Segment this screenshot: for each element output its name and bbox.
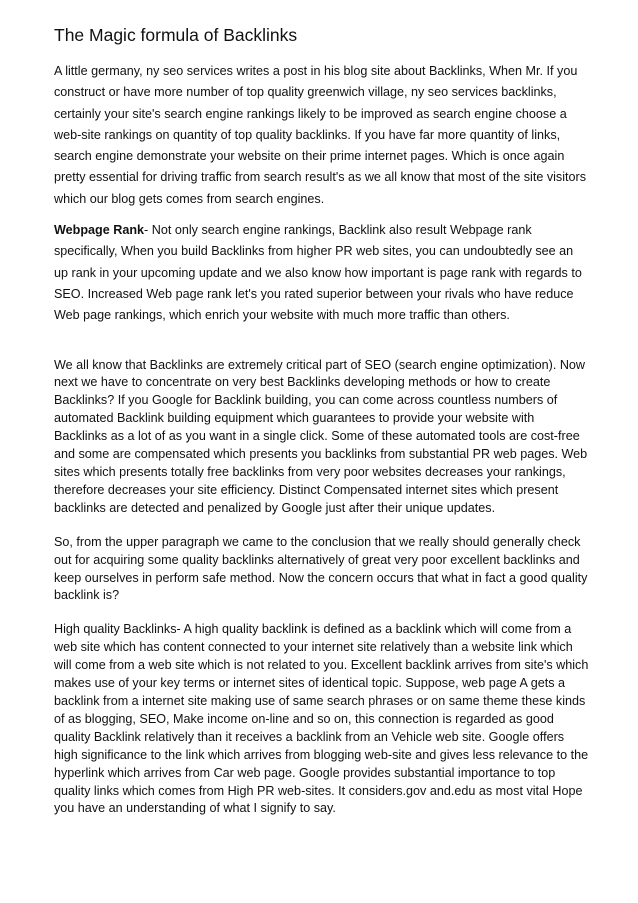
intro-paragraph: A little germany, ny seo services writes a post in his blog site about Backlinks, When Mr. If you construct or have more number of top quality greenwich village, ny seo services backlinks, certainly your site's search engine rankings likely to be improved as search engine choose a web-site rankings on quantity of top quality backlinks. If you have far more quantity of links, search engine demonstrate your website on their prime internet pages. Which is once again pretty essential for driving traffic from search result's as we all know that most of the site visitors which our blog gets comes from search engines. [54,64,587,206]
document-title: The Magic formula of Backlinks [54,25,298,45]
critical-paragraph: We all know that Backlinks are extremely critical part of SEO (search engine optimization). Now next we have to concentrate on very best Backlinks developing methods or how to create Backlinks? If you Google for Backlink building, you can come across countless numbers of automated Backlink building equipment which guarantees to provide your website with Backlinks as a lot of as you want in a single click. Some of these automated tools are cost-free and some are compensated which presents you backlinks from substantial PR web pages. Web sites which presents totally free backlinks from very poor websites decreases your rankings, therefore decreases your site efficiency. Distinct Compensated internet sites which present backlinks are detected and penalized by Google just after their unique updates. [54,357,588,515]
pagerank-body: - Not only search engine rankings, Backlink also result Webpage rank specifically, When you build Backlinks from higher PR web sites, you can undoubtedly see an up rank in your upcoming update and we also know how important is page rank with regards to SEO. Increased Web page rank let's you rated superior between your rivals who have reduce Web page rankings, which enrich your website with much more traffic than others. [54,223,582,323]
high-quality-paragraph: High quality Backlinks- A high quality backlink is defined as a backlink which will come from a web site which has content connected to your internet site relatively than a website link which will come from a web site which is not related to you. Excellent backlink arrives from site's which makes use of your key terms or internet sites of identical topic. Suppose, web page A gets a backlink from a internet site making use of same search phrases or on same theme these kinds of as blogging, SEO, Make income on-line and so on, this connection is regarded as good quality Backlink relatively than it receives a backlink from an Vehicle web site. Google offers high significance to the link which arrives from blogging web-site and gives less relevance to the hyperlink which arrives from Car web page. Google provides substantial importance to top quality links which comes from High PR web-sites. It considers.gov and.edu as most vital Hope you have an understanding of what I signify to say. [54,622,589,816]
document-page [54,24,589,818]
pagerank-paragraph [54,220,589,326]
pagerank-heading: Webpage Rank [54,223,145,238]
conclusion-paragraph: So, from the upper paragraph we came to the conclusion that we really should generally check out for acquiring some quality backlinks alternatively of great very poor excellent backlinks and keep ourselves in perform safe method. Now the concern occurs that what in fact a good quality backlink is? [54,534,588,603]
